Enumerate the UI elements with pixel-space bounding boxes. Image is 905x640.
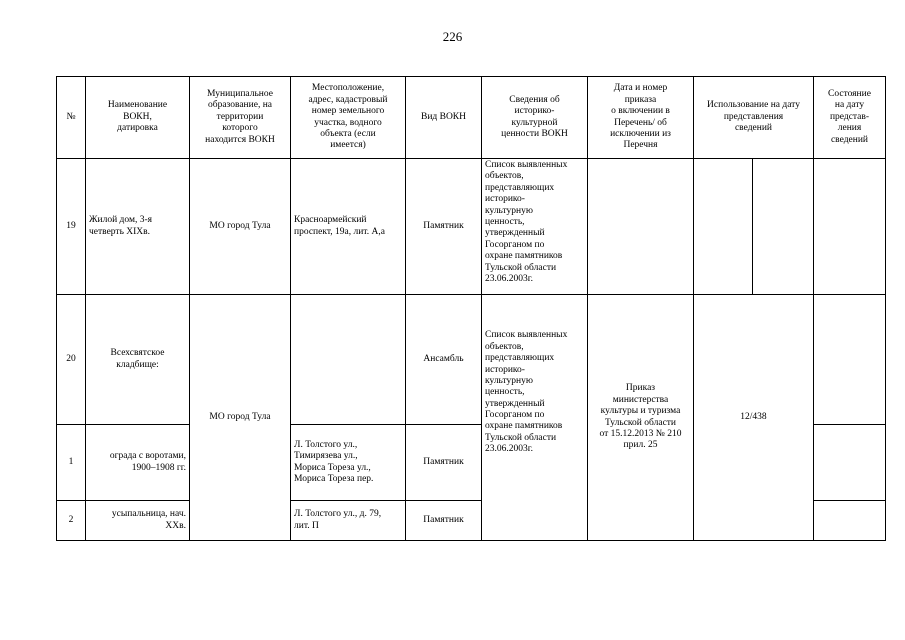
cell-location: Красноармейский проспект, 19а, лит. А,а <box>291 159 406 295</box>
cell-usage-a <box>694 159 753 295</box>
header-name: Наименование ВОКН, датировка <box>86 77 190 159</box>
page-number: 226 <box>442 29 463 44</box>
header-usage: Использование на дату представления сведений <box>694 77 814 159</box>
cell-state <box>814 501 886 541</box>
cell-type: Памятник <box>406 159 482 295</box>
header-state: Состояние на дату представ- ления сведений <box>814 77 886 159</box>
cell-value-info-group: Список выявленных объектов, представляющих историко- культурную ценность, утвержденный Госорганом по охране памятников Тульской области 23.06.2003г. <box>482 295 588 541</box>
cell-location: Л. Толстого ул., д. 79, лит. П <box>291 501 406 541</box>
cell-order-info <box>588 159 694 295</box>
cell-name: Жилой дом, 3-я четверть XIXв. <box>86 159 190 295</box>
cell-name: ограда с воротами, 1900–1908 гг. <box>86 425 190 501</box>
cell-location: Л. Толстого ул., Тимирязева ул., Мориса Тореза ул., Мориса Тореза пер. <box>291 425 406 501</box>
table-row-19 <box>57 159 886 295</box>
cell-type: Памятник <box>406 501 482 541</box>
cell-num: 2 <box>57 501 86 541</box>
cell-value-info: Список выявленных объектов, представляющих историко- культурную ценность, утвержденный Госорганом по охране памятников Тульской области 23.06.2003г. <box>482 159 588 295</box>
header-order-info: Дата и номер приказа о включении в Перечень/ об исключении из Перечня <box>588 77 694 159</box>
table-row-20 <box>57 295 886 425</box>
cell-state <box>814 159 886 295</box>
cell-type: Ансамбль <box>406 295 482 425</box>
header-value-info: Сведения об историко- культурной ценности ВОКН <box>482 77 588 159</box>
cell-state <box>814 295 886 425</box>
cell-municipality: МО город Тула <box>190 159 291 295</box>
cell-usage-group: 12/438 <box>694 295 814 541</box>
cell-name: усыпальница, нач. XXв. <box>86 501 190 541</box>
cell-order-info-group: Приказ министерства культуры и туризма Тульской области от 15.12.2013 № 210 прил. 25 <box>588 295 694 541</box>
cell-type: Памятник <box>406 425 482 501</box>
header-num: № <box>57 77 86 159</box>
cell-num: 20 <box>57 295 86 425</box>
cell-num: 19 <box>57 159 86 295</box>
cell-municipality-group: МО город Тула <box>190 295 291 541</box>
table-header-row <box>57 77 886 159</box>
heritage-objects-table <box>56 76 886 541</box>
header-location: Местоположение, адрес, кадастровый номер земельного участка, водного объекта (если имеется) <box>291 77 406 159</box>
cell-location <box>291 295 406 425</box>
cell-num: 1 <box>57 425 86 501</box>
cell-name: Всехсвятское кладбище: <box>86 295 190 425</box>
header-municipality: Муниципальное образование, на территории которого находится ВОКН <box>190 77 291 159</box>
header-type: Вид ВОКН <box>406 77 482 159</box>
cell-usage-b <box>753 159 814 295</box>
cell-state <box>814 425 886 501</box>
